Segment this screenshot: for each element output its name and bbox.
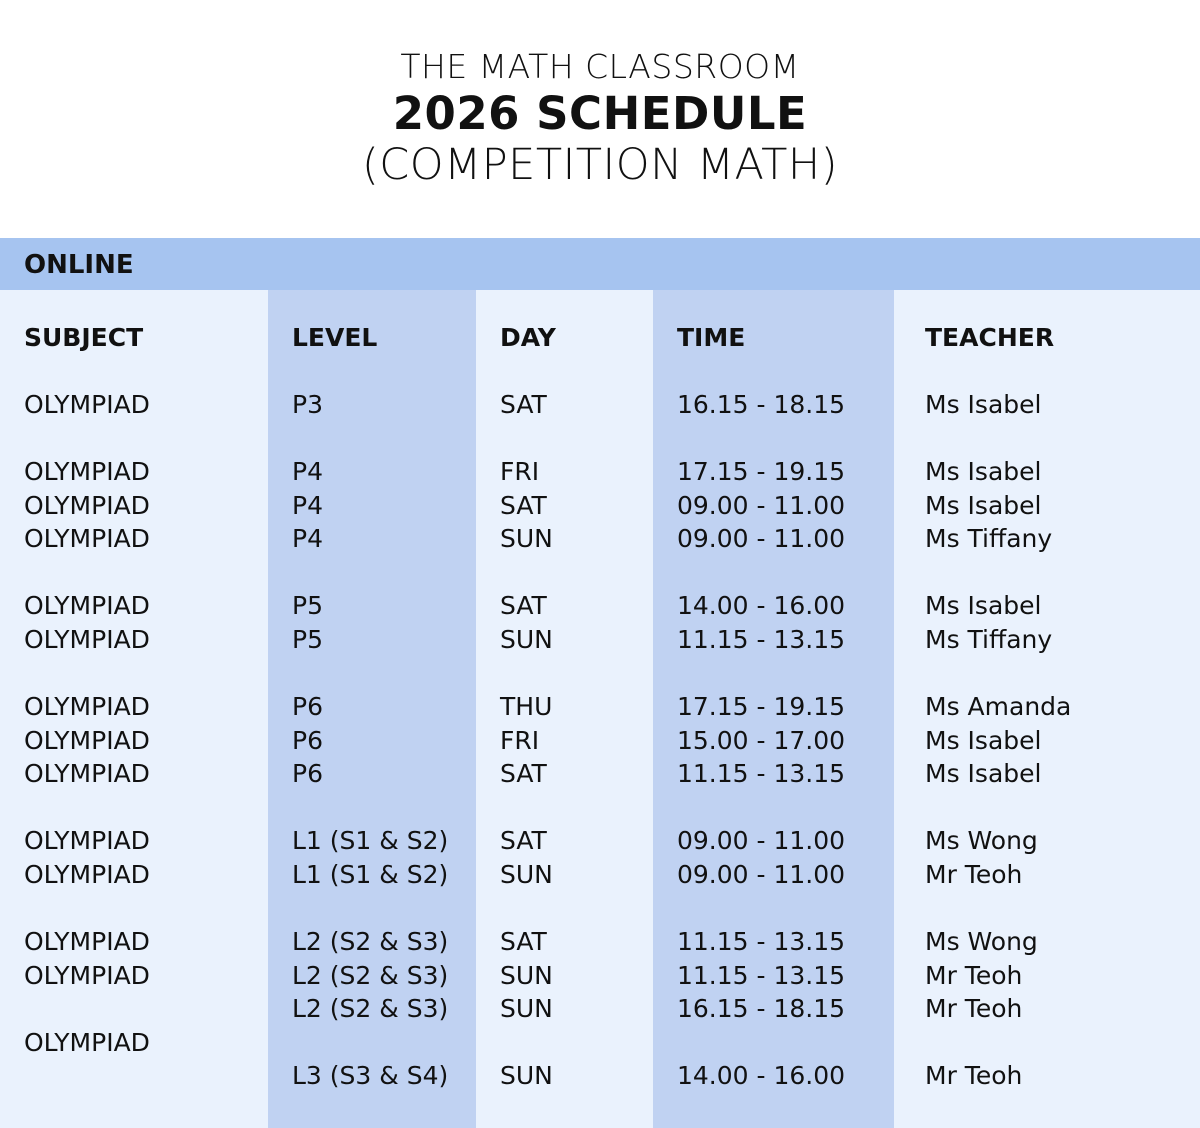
cell-teacher: Ms Tiffany — [925, 625, 1053, 654]
cell-day: THU — [500, 692, 553, 721]
cell-teacher: Ms Wong — [925, 826, 1038, 855]
cell-teacher: Ms Wong — [925, 927, 1038, 956]
cell-level: L2 (S2 & S3) — [292, 994, 449, 1023]
cell-time: 16.15 - 18.15 — [677, 390, 846, 419]
cell-day: FRI — [500, 457, 540, 486]
cell-time: 11.15 - 13.15 — [677, 927, 846, 956]
cell-subject: OLYMPIAD — [24, 860, 150, 889]
cell-teacher: Ms Tiffany — [925, 524, 1053, 553]
cell-time: 15.00 - 17.00 — [677, 726, 846, 755]
cell-day: SAT — [500, 759, 547, 788]
column-header-subject: SUBJECT — [24, 323, 144, 352]
cell-subject: OLYMPIAD — [24, 726, 150, 755]
cell-level: P4 — [292, 457, 323, 486]
cell-day: SUN — [500, 860, 553, 889]
cell-level: P5 — [292, 625, 323, 654]
cell-time: 14.00 - 16.00 — [677, 1061, 846, 1090]
cell-level: L2 (S2 & S3) — [292, 927, 449, 956]
cell-subject: OLYMPIAD — [24, 524, 150, 553]
cell-subject: OLYMPIAD — [24, 927, 150, 956]
cell-level: L1 (S1 & S2) — [292, 860, 449, 889]
cell-subject: OLYMPIAD — [24, 961, 150, 990]
cell-subject: OLYMPIAD — [24, 1028, 150, 1057]
cell-teacher: Mr Teoh — [925, 994, 1023, 1023]
cell-time: 14.00 - 16.00 — [677, 591, 846, 620]
cell-subject: OLYMPIAD — [24, 390, 150, 419]
section-band-online — [0, 238, 1200, 290]
cell-teacher: Ms Isabel — [925, 491, 1042, 520]
page-header — [0, 0, 1200, 238]
schedule-table — [0, 290, 1200, 1128]
cell-time: 16.15 - 18.15 — [677, 994, 846, 1023]
cell-time: 17.15 - 19.15 — [677, 457, 846, 486]
cell-day: SUN — [500, 994, 553, 1023]
column-header-teacher: TEACHER — [925, 323, 1055, 352]
section-label: ONLINE — [24, 250, 134, 280]
cell-teacher: Ms Isabel — [925, 457, 1042, 486]
cell-level: P6 — [292, 726, 323, 755]
cell-time: 11.15 - 13.15 — [677, 625, 846, 654]
cell-day: SUN — [500, 961, 553, 990]
cell-day: SAT — [500, 591, 547, 620]
cell-day: SAT — [500, 927, 547, 956]
cell-level: P5 — [292, 591, 323, 620]
cell-subject: OLYMPIAD — [24, 491, 150, 520]
cell-day: SAT — [500, 826, 547, 855]
cell-time: 09.00 - 11.00 — [677, 491, 846, 520]
cell-teacher: Ms Isabel — [925, 591, 1042, 620]
cell-level: P6 — [292, 692, 323, 721]
cell-level: L1 (S1 & S2) — [292, 826, 449, 855]
cell-subject: OLYMPIAD — [24, 457, 150, 486]
cell-level: P4 — [292, 491, 323, 520]
cell-level: P4 — [292, 524, 323, 553]
cell-subject: OLYMPIAD — [24, 826, 150, 855]
column-header-level: LEVEL — [292, 323, 378, 352]
column-header-day: DAY — [500, 323, 556, 352]
cell-time: 17.15 - 19.15 — [677, 692, 846, 721]
header-org-name: THE MATH CLASSROOM — [400, 47, 800, 86]
header-schedule-title: 2026 SCHEDULE — [392, 87, 808, 140]
cell-day: SUN — [500, 524, 553, 553]
cell-teacher: Mr Teoh — [925, 961, 1023, 990]
cell-subject: OLYMPIAD — [24, 692, 150, 721]
cell-teacher: Ms Isabel — [925, 726, 1042, 755]
cell-subject: OLYMPIAD — [24, 759, 150, 788]
cell-day: SUN — [500, 1061, 553, 1090]
cell-teacher: Ms Isabel — [925, 759, 1042, 788]
cell-subject: OLYMPIAD — [24, 625, 150, 654]
cell-time: 09.00 - 11.00 — [677, 524, 846, 553]
cell-day: FRI — [500, 726, 540, 755]
cell-time: 11.15 - 13.15 — [677, 961, 846, 990]
cell-teacher: Ms Amanda — [925, 692, 1072, 721]
cell-level: L2 (S2 & S3) — [292, 961, 449, 990]
cell-day: SAT — [500, 491, 547, 520]
cell-level: P6 — [292, 759, 323, 788]
cell-teacher: Mr Teoh — [925, 860, 1023, 889]
cell-time: 11.15 - 13.15 — [677, 759, 846, 788]
header-subtitle: (COMPETITION MATH) — [362, 140, 838, 190]
cell-subject: OLYMPIAD — [24, 591, 150, 620]
column-header-time: TIME — [677, 323, 746, 352]
cell-time: 09.00 - 11.00 — [677, 826, 846, 855]
cell-day: SAT — [500, 390, 547, 419]
cell-day: SUN — [500, 625, 553, 654]
cell-time: 09.00 - 11.00 — [677, 860, 846, 889]
cell-teacher: Ms Isabel — [925, 390, 1042, 419]
cell-level: P3 — [292, 390, 323, 419]
cell-level: L3 (S3 & S4) — [292, 1061, 449, 1090]
cell-teacher: Mr Teoh — [925, 1061, 1023, 1090]
